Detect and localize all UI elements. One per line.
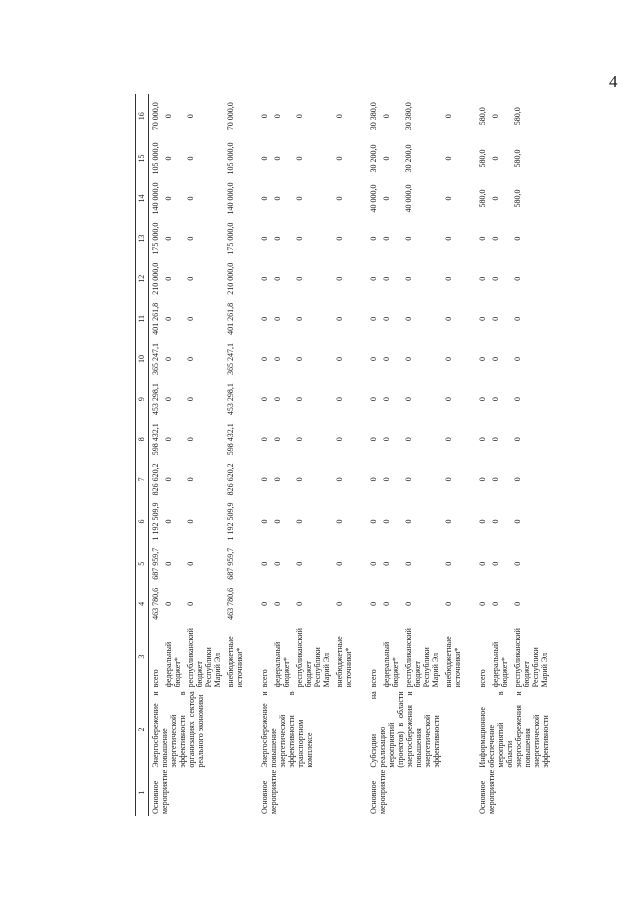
- amount-cell: 1 192 509,9: [226, 502, 235, 541]
- amount-cell: 1 192 509,9: [151, 502, 160, 541]
- amount-cell: 0: [295, 477, 304, 482]
- amount-cell: 0: [164, 397, 173, 402]
- amount-cell: 175 000,0: [226, 222, 235, 255]
- amount-cell: 0: [491, 477, 500, 482]
- measure-type-cell: Основное мероприятие: [369, 769, 387, 814]
- measure-name-cell: Энергосбережение и повышение энергетической эффективности в транспортном комплексе: [260, 691, 314, 768]
- amount-cell: 0: [444, 156, 453, 161]
- amount-cell: 0: [335, 156, 344, 161]
- amount-cell: 0: [382, 114, 391, 119]
- table-header: [136, 94, 149, 816]
- table-body: [149, 94, 560, 816]
- amount-cell: 0: [273, 601, 282, 606]
- amount-cell: 463 780,6: [151, 587, 160, 620]
- table-row: [254, 94, 271, 816]
- amount-cell: 580,0: [513, 107, 522, 126]
- amount-cell: 0: [186, 356, 195, 361]
- amount-cell: 0: [164, 519, 173, 524]
- funding-source-cell: республиканский бюджет Республики Марий Эл: [295, 628, 331, 688]
- amount-cell: 0: [260, 114, 269, 119]
- amount-cell: 0: [164, 437, 173, 442]
- column-header-1: 1: [136, 770, 149, 816]
- amount-cell: 0: [404, 316, 413, 321]
- amount-cell: 0: [513, 397, 522, 402]
- amount-cell: 0: [369, 437, 378, 442]
- amount-cell: 401 261,8: [226, 302, 235, 335]
- amount-cell: 0: [513, 236, 522, 241]
- amount-cell: 0: [186, 114, 195, 119]
- amount-cell: 0: [444, 561, 453, 566]
- amount-cell: 580,0: [478, 149, 487, 168]
- amount-cell: 0: [404, 397, 413, 402]
- measure-type-cell: Основное мероприятие: [478, 769, 496, 814]
- amount-cell: 0: [186, 156, 195, 161]
- column-header-15: 15: [136, 138, 149, 178]
- amount-cell: 0: [491, 156, 500, 161]
- amount-cell: 0: [478, 276, 487, 281]
- amount-cell: 0: [382, 477, 391, 482]
- amount-cell: 0: [186, 561, 195, 566]
- amount-cell: 0: [164, 477, 173, 482]
- table-row: [363, 94, 380, 816]
- amount-cell: 580,0: [478, 189, 487, 208]
- column-header-8: 8: [136, 419, 149, 459]
- amount-cell: 0: [491, 437, 500, 442]
- amount-cell: 0: [444, 114, 453, 119]
- amount-cell: 0: [335, 316, 344, 321]
- amount-cell: 175 000,0: [151, 222, 160, 255]
- amount-cell: 30 200,0: [369, 144, 378, 173]
- amount-cell: 0: [295, 196, 304, 201]
- column-header-4: 4: [136, 584, 149, 624]
- amount-cell: 0: [369, 397, 378, 402]
- amount-cell: 0: [444, 316, 453, 321]
- amount-cell: 0: [273, 477, 282, 482]
- amount-cell: 0: [478, 316, 487, 321]
- amount-cell: 0: [478, 601, 487, 606]
- amount-cell: 0: [186, 601, 195, 606]
- funding-source-cell: федеральный бюджет*: [491, 641, 509, 688]
- column-header-5: 5: [136, 544, 149, 584]
- amount-cell: 40 000,0: [369, 184, 378, 213]
- amount-cell: 0: [335, 477, 344, 482]
- amount-cell: 0: [273, 236, 282, 241]
- amount-cell: 0: [335, 196, 344, 201]
- amount-cell: 0: [444, 276, 453, 281]
- amount-cell: 0: [444, 196, 453, 201]
- amount-cell: 0: [491, 561, 500, 566]
- amount-cell: 0: [369, 316, 378, 321]
- amount-cell: 0: [369, 601, 378, 606]
- amount-cell: 0: [382, 356, 391, 361]
- amount-cell: 0: [260, 397, 269, 402]
- amount-cell: 0: [513, 276, 522, 281]
- amount-cell: 0: [369, 519, 378, 524]
- header-row: [136, 94, 149, 816]
- amount-cell: 0: [369, 477, 378, 482]
- amount-cell: 0: [478, 236, 487, 241]
- amount-cell: 0: [491, 276, 500, 281]
- amount-cell: 0: [335, 397, 344, 402]
- table-row: [149, 94, 163, 816]
- funding-source-cell: всего: [478, 669, 487, 688]
- amount-cell: 210 000,0: [226, 262, 235, 295]
- amount-cell: 687 959,7: [151, 547, 160, 580]
- amount-cell: 0: [478, 356, 487, 361]
- amount-cell: 0: [273, 114, 282, 119]
- amount-cell: 0: [444, 437, 453, 442]
- amount-cell: 826 620,2: [151, 463, 160, 496]
- measure-name-cell: Информационное обеспечение мероприятий в области энергосбережения и повышения энергетической эффективности: [478, 691, 550, 768]
- amount-cell: 0: [335, 276, 344, 281]
- amount-cell: 0: [382, 276, 391, 281]
- amount-cell: 0: [273, 356, 282, 361]
- amount-cell: 0: [513, 356, 522, 361]
- amount-cell: 401 261,8: [151, 302, 160, 335]
- amount-cell: 0: [295, 519, 304, 524]
- amount-cell: 0: [491, 519, 500, 524]
- amount-cell: 0: [164, 561, 173, 566]
- amount-cell: 0: [404, 356, 413, 361]
- budget-table: [135, 94, 559, 816]
- amount-cell: 0: [491, 196, 500, 201]
- funding-source-cell: внебюджетные источники*: [335, 636, 353, 688]
- amount-cell: 0: [186, 519, 195, 524]
- column-header-6: 6: [136, 499, 149, 543]
- amount-cell: 0: [295, 316, 304, 321]
- amount-cell: 0: [295, 236, 304, 241]
- amount-cell: 0: [491, 356, 500, 361]
- amount-cell: 0: [186, 236, 195, 241]
- funding-source-cell: республиканский бюджет Республики Марий Эл: [404, 628, 440, 688]
- amount-cell: 0: [478, 397, 487, 402]
- amount-cell: 0: [382, 196, 391, 201]
- amount-cell: 0: [335, 356, 344, 361]
- amount-cell: 0: [444, 477, 453, 482]
- amount-cell: 140 000,0: [226, 182, 235, 215]
- amount-cell: 0: [335, 114, 344, 119]
- amount-cell: 0: [260, 276, 269, 281]
- amount-cell: 0: [295, 114, 304, 119]
- amount-cell: 0: [382, 236, 391, 241]
- amount-cell: 0: [335, 519, 344, 524]
- amount-cell: 687 959,7: [226, 547, 235, 580]
- amount-cell: 598 432,1: [151, 423, 160, 456]
- funding-source-cell: федеральный бюджет*: [273, 641, 291, 688]
- amount-cell: 0: [260, 236, 269, 241]
- amount-cell: 0: [382, 156, 391, 161]
- amount-cell: 0: [164, 236, 173, 241]
- amount-cell: 0: [491, 316, 500, 321]
- amount-cell: 0: [404, 477, 413, 482]
- amount-cell: 0: [273, 196, 282, 201]
- amount-cell: 365 247,1: [226, 342, 235, 375]
- amount-cell: 826 620,2: [226, 463, 235, 496]
- measure-name-cell: Энергосбережение и повышение энергетической эффективности в организациях сектора реального экономики: [151, 691, 205, 768]
- amount-cell: 580,0: [513, 149, 522, 168]
- amount-cell: 0: [404, 601, 413, 606]
- amount-cell: 0: [164, 156, 173, 161]
- funding-source-cell: республиканский бюджет Республики Марий Эл: [513, 628, 549, 688]
- amount-cell: 0: [273, 316, 282, 321]
- amount-cell: 0: [444, 236, 453, 241]
- amount-cell: 0: [382, 437, 391, 442]
- amount-cell: 0: [513, 437, 522, 442]
- amount-cell: 0: [164, 356, 173, 361]
- column-header-14: 14: [136, 178, 149, 218]
- amount-cell: 0: [491, 601, 500, 606]
- funding-source-cell: республиканский бюджет Республики Марий Эл: [186, 628, 222, 688]
- amount-cell: 0: [404, 276, 413, 281]
- page-number: 4: [609, 72, 618, 91]
- column-header-7: 7: [136, 459, 149, 499]
- amount-cell: 0: [369, 276, 378, 281]
- column-header-10: 10: [136, 339, 149, 379]
- amount-cell: 0: [295, 437, 304, 442]
- measure-name-cell: Субсидии на реализацию мероприятий (проектов) в области энергосбережения и повышения энергетической эффективности: [369, 691, 441, 768]
- amount-cell: 0: [444, 519, 453, 524]
- amount-cell: 0: [369, 356, 378, 361]
- funding-source-cell: всего: [151, 669, 160, 688]
- amount-cell: 70 000,0: [226, 102, 235, 131]
- amount-cell: 0: [404, 561, 413, 566]
- amount-cell: 580,0: [478, 107, 487, 126]
- amount-cell: 0: [295, 397, 304, 402]
- amount-cell: 0: [404, 519, 413, 524]
- column-header-3: 3: [136, 624, 149, 689]
- amount-cell: 30 200,0: [404, 144, 413, 173]
- amount-cell: 0: [513, 477, 522, 482]
- amount-cell: 0: [478, 437, 487, 442]
- amount-cell: 0: [382, 601, 391, 606]
- amount-cell: 0: [164, 601, 173, 606]
- amount-cell: 0: [186, 397, 195, 402]
- amount-cell: 580,0: [513, 189, 522, 208]
- amount-cell: 0: [186, 196, 195, 201]
- amount-cell: 0: [335, 437, 344, 442]
- amount-cell: 30 380,0: [404, 102, 413, 131]
- amount-cell: 0: [369, 236, 378, 241]
- amount-cell: 365 247,1: [151, 342, 160, 375]
- amount-cell: 0: [295, 561, 304, 566]
- amount-cell: 0: [164, 196, 173, 201]
- amount-cell: 0: [260, 561, 269, 566]
- amount-cell: 0: [335, 561, 344, 566]
- amount-cell: 0: [260, 601, 269, 606]
- amount-cell: 0: [404, 437, 413, 442]
- amount-cell: 30 380,0: [369, 102, 378, 131]
- column-header-13: 13: [136, 219, 149, 259]
- amount-cell: 105 000,0: [151, 142, 160, 175]
- measure-type-cell: Основное мероприятие: [260, 769, 278, 814]
- amount-cell: 0: [186, 316, 195, 321]
- amount-cell: 0: [164, 114, 173, 119]
- amount-cell: 0: [295, 601, 304, 606]
- column-header-16: 16: [136, 94, 149, 138]
- amount-cell: 0: [444, 397, 453, 402]
- amount-cell: 0: [382, 519, 391, 524]
- amount-cell: 0: [513, 316, 522, 321]
- amount-cell: 210 000,0: [151, 262, 160, 295]
- amount-cell: 0: [164, 276, 173, 281]
- table-row: [472, 94, 489, 816]
- amount-cell: 0: [491, 114, 500, 119]
- amount-cell: 0: [335, 601, 344, 606]
- amount-cell: 0: [260, 519, 269, 524]
- amount-cell: 0: [513, 561, 522, 566]
- amount-cell: 463 780,6: [226, 587, 235, 620]
- funding-source-cell: федеральный бюджет*: [382, 641, 400, 688]
- column-header-11: 11: [136, 299, 149, 339]
- amount-cell: 0: [186, 437, 195, 442]
- amount-cell: 0: [444, 356, 453, 361]
- amount-cell: 0: [273, 437, 282, 442]
- column-header-2: 2: [136, 689, 149, 769]
- amount-cell: 0: [478, 519, 487, 524]
- amount-cell: 0: [273, 561, 282, 566]
- amount-cell: 0: [186, 276, 195, 281]
- funding-source-cell: внебюджетные источники*: [444, 636, 462, 688]
- rotated-table-container: [135, 94, 550, 816]
- measure-type-cell: Основное мероприятие: [151, 769, 169, 814]
- amount-cell: 0: [260, 356, 269, 361]
- amount-cell: 70 000,0: [151, 102, 160, 131]
- amount-cell: 0: [382, 397, 391, 402]
- funding-source-cell: внебюджетные источники*: [226, 636, 244, 688]
- column-header-9: 9: [136, 379, 149, 419]
- funding-source-cell: всего: [260, 669, 269, 688]
- amount-cell: 140 000,0: [151, 182, 160, 215]
- amount-cell: 0: [273, 156, 282, 161]
- amount-cell: 0: [369, 561, 378, 566]
- funding-source-cell: всего: [369, 669, 378, 688]
- amount-cell: 0: [260, 156, 269, 161]
- amount-cell: 0: [295, 276, 304, 281]
- funding-source-cell: федеральный бюджет*: [164, 641, 182, 688]
- amount-cell: 0: [295, 356, 304, 361]
- amount-cell: 0: [273, 519, 282, 524]
- amount-cell: 0: [382, 316, 391, 321]
- amount-cell: 0: [164, 316, 173, 321]
- amount-cell: 0: [273, 276, 282, 281]
- column-header-12: 12: [136, 259, 149, 299]
- amount-cell: 0: [260, 437, 269, 442]
- amount-cell: 40 000,0: [404, 184, 413, 213]
- amount-cell: 453 298,1: [226, 383, 235, 416]
- amount-cell: 0: [404, 236, 413, 241]
- amount-cell: 0: [478, 477, 487, 482]
- amount-cell: 0: [295, 156, 304, 161]
- amount-cell: 0: [491, 397, 500, 402]
- amount-cell: 0: [260, 477, 269, 482]
- amount-cell: 0: [273, 397, 282, 402]
- amount-cell: 0: [513, 519, 522, 524]
- amount-cell: 598 432,1: [226, 423, 235, 456]
- amount-cell: 453 298,1: [151, 383, 160, 416]
- amount-cell: 0: [491, 236, 500, 241]
- amount-cell: 0: [186, 477, 195, 482]
- amount-cell: 0: [260, 316, 269, 321]
- amount-cell: 0: [382, 561, 391, 566]
- amount-cell: 0: [513, 601, 522, 606]
- amount-cell: 105 000,0: [226, 142, 235, 175]
- amount-cell: 0: [260, 196, 269, 201]
- amount-cell: 0: [335, 236, 344, 241]
- amount-cell: 0: [444, 601, 453, 606]
- amount-cell: 0: [478, 561, 487, 566]
